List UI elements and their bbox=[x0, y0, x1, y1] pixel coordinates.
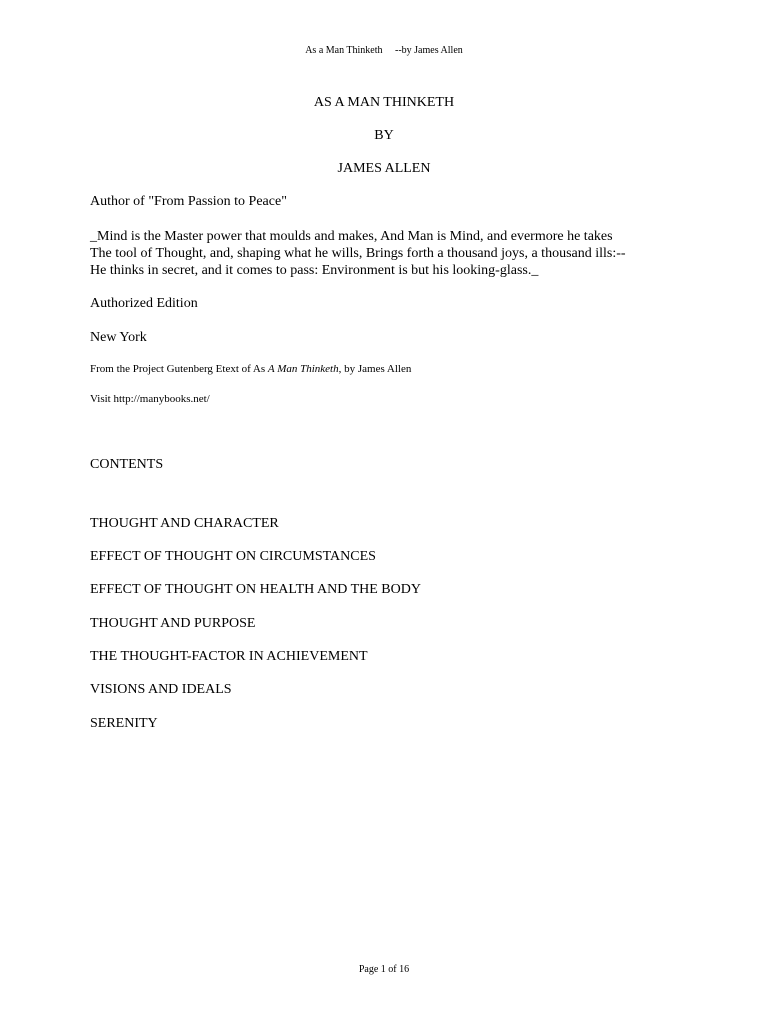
toc-item: THOUGHT AND PURPOSE bbox=[90, 616, 256, 631]
epigraph-line: He thinks in secret, and it comes to pass: Environment is but his looking-glass._ bbox=[90, 263, 539, 278]
source-note-title: A Man Thinketh bbox=[267, 363, 339, 375]
page-number: Page 1 of 16 bbox=[358, 964, 410, 975]
epigraph-line: _Mind is the Master power that moulds and makes, And Man is Mind, and evermore he takes bbox=[90, 229, 613, 244]
toc-item: THE THOUGHT-FACTOR IN ACHIEVEMENT bbox=[90, 649, 368, 664]
epigraph-line: The tool of Thought, and, shaping what he wills, Brings forth a thousand joys, a thousand ills:-- bbox=[90, 246, 626, 261]
edition-line: Authorized Edition bbox=[90, 296, 198, 311]
toc-item: THOUGHT AND CHARACTER bbox=[90, 516, 279, 531]
source-note-prefix: From the Project Gutenberg Etext of As bbox=[90, 363, 268, 375]
source-note bbox=[90, 363, 690, 375]
toc-item: EFFECT OF THOUGHT ON HEALTH AND THE BODY bbox=[90, 582, 421, 597]
running-header: As a Man Thinketh --by James Allen bbox=[305, 45, 463, 56]
source-note-suffix: , by James Allen bbox=[338, 363, 412, 375]
contents-heading: CONTENTS bbox=[90, 457, 164, 472]
place-line: New York bbox=[90, 330, 147, 345]
epigraph bbox=[90, 228, 680, 279]
author-name: JAMES ALLEN bbox=[337, 161, 431, 176]
toc-item: EFFECT OF THOUGHT ON CIRCUMSTANCES bbox=[90, 549, 376, 564]
book-title: AS A MAN THINKETH bbox=[313, 95, 455, 110]
author-of-line: Author of "From Passion to Peace" bbox=[90, 194, 287, 209]
visit-link: Visit http://manybooks.net/ bbox=[90, 393, 210, 405]
by-line: BY bbox=[374, 128, 394, 143]
toc-item: VISIONS AND IDEALS bbox=[90, 682, 232, 697]
toc-item: SERENITY bbox=[90, 716, 158, 731]
